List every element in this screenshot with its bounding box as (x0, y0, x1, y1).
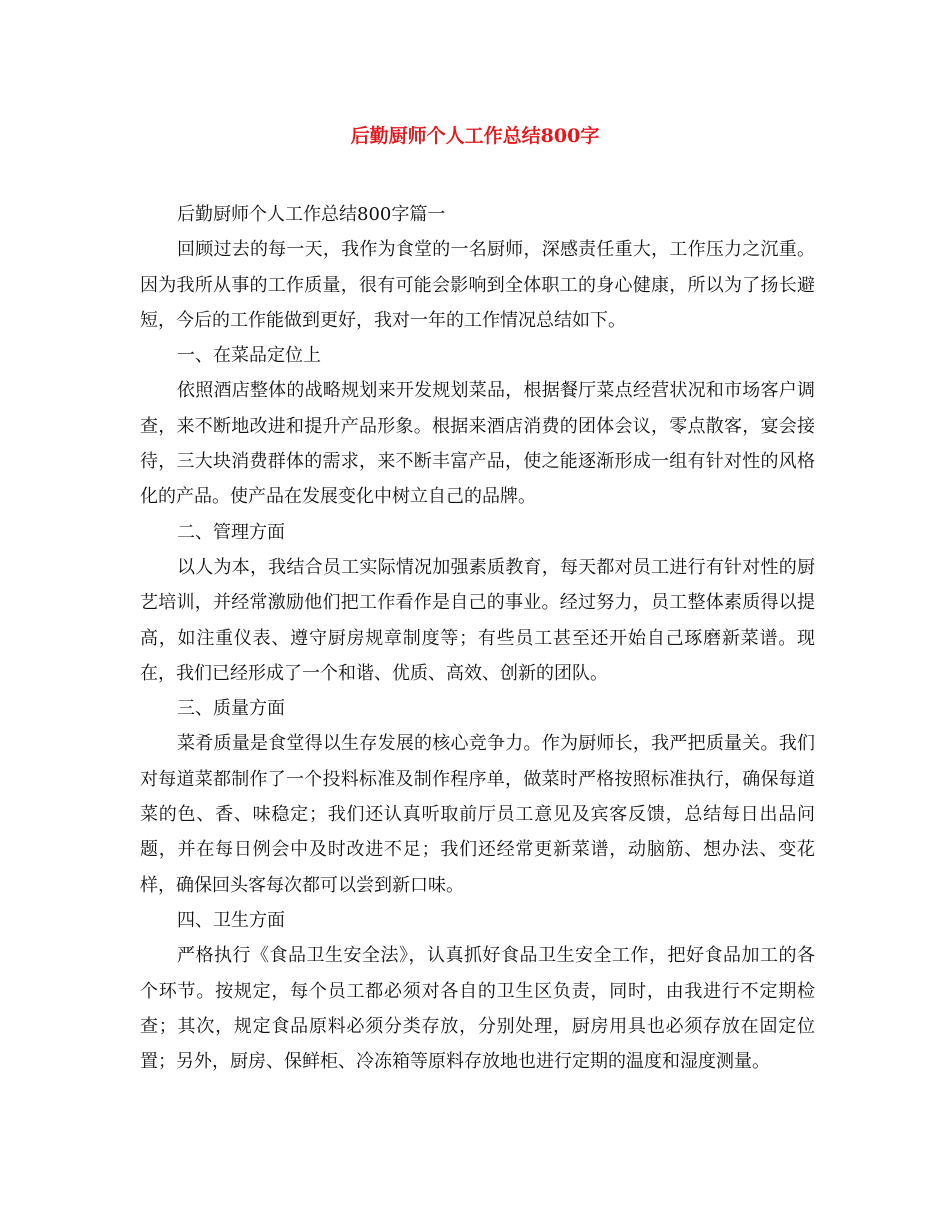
body-paragraph: 依照酒店整体的战略规划来开发规划菜品，根据餐厅菜点经营状况和市场客户调查，来不断地改进和提升产品形象。根据来酒店消费的团体会议，零点散客，宴会接待，三大块消费群体的需求，来不断丰富产品，使之能逐渐形成一组有针对性的风格化的产品。使产品在发展变化中树立自己的品牌。 (140, 380, 815, 508)
section-heading: 二、管理方面 (177, 521, 285, 543)
section-heading: 一、在菜品定位上 (177, 345, 321, 367)
document-title: 后勤厨师个人工作总结800字 (350, 125, 600, 147)
section-subtitle: 后勤厨师个人工作总结800字篇一 (177, 204, 446, 225)
section-heading: 三、质量方面 (177, 698, 285, 720)
body-paragraph: 回顾过去的每一天，我作为食堂的一名厨师，深感责任重大，工作压力之沉重。因为我所从事的工作质量，很有可能会影响到全体职工的身心健康，所以为了扬长避短，今后的工作能做到更好，我对一年的工作情况总结如下。 (140, 239, 815, 331)
body-paragraph: 严格执行《食品卫生安全法》，认真抓好食品卫生安全工作，把好食品加工的各个环节。按规定，每个员工都必须对各自的卫生区负责，同时，由我进行不定期检查；其次，规定食品原料必须分类存放，分别处理，厨房用具也必须存放在固定位置；另外，厨房、保鲜柜、冷冻箱等原料存放地也进行定期的温度和湿度测量。 (140, 945, 815, 1073)
body-paragraph: 以人为本，我结合员工实际情况加强素质教育，每天都对员工进行有针对性的厨艺培训，并经常激励他们把工作看作是自己的事业。经过努力，员工整体素质得以提高，如注重仪表、遵守厨房规章制度等；有些员工甚至还开始自己琢磨新菜谱。现在，我们已经形成了一个和谐、优质、高效、创新的团队。 (140, 556, 815, 684)
section-heading: 四、卫生方面 (177, 909, 285, 931)
body-paragraph: 菜肴质量是食堂得以生存发展的核心竞争力。作为厨师长，我严把质量关。我们对每道菜都制作了一个投料标准及制作程序单，做菜时严格按照标准执行，确保每道菜的色、香、味稳定；我们还认真听取前厅员工意见及宾客反馈，总结每日出品问题，并在每日例会中及时改进不足；我们还经常更新菜谱，动脑筋、想办法、变花样，确保回头客每次都可以尝到新口味。 (140, 733, 815, 896)
document-body (140, 197, 815, 1079)
